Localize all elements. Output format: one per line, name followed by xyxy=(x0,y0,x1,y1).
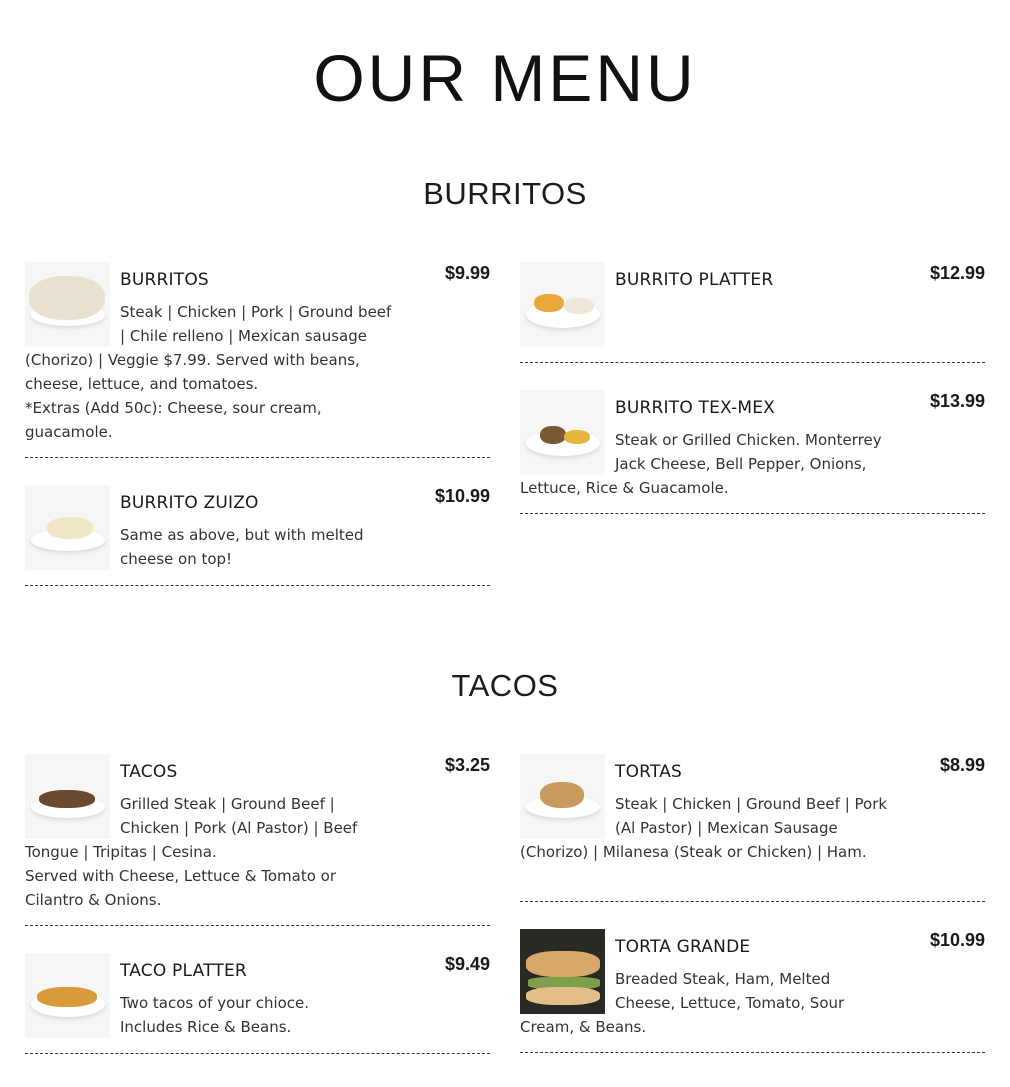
tacos-photo xyxy=(25,754,110,839)
item-name: BURRITO PLATTER xyxy=(615,270,774,290)
item-name: TACOS xyxy=(120,762,178,782)
item-price: $13.99 xyxy=(929,391,985,411)
item-name: TACO PLATTER xyxy=(120,961,247,981)
item-price: $9.49 xyxy=(444,954,490,974)
item-name: BURRITO ZUIZO xyxy=(120,493,259,513)
item-price: $10.99 xyxy=(434,486,490,506)
item-price: $9.99 xyxy=(444,263,490,283)
menu-item-burrito-platter[interactable] xyxy=(520,262,985,363)
item-price: $3.25 xyxy=(444,755,490,775)
menu-item-burrito-texmex[interactable] xyxy=(520,390,985,514)
item-name: BURRITO TEX-MEX xyxy=(615,398,776,418)
item-description: Steak | Chicken | Pork | Ground beef | Chile relleno | Mexican sausage (Chorizo) | Veggie $7.99. Served with beans, cheese, lettuce, and tomatoes. *Extras (Add 50c): Cheese, sour cream, guacamole. xyxy=(25,303,392,441)
tortas-photo xyxy=(520,754,605,839)
item-price: $10.99 xyxy=(929,930,985,950)
menu-item-tacos[interactable] xyxy=(25,754,490,926)
torta-grande-photo xyxy=(520,929,605,1014)
item-description: Two tacos of your chioce. Includes Rice & Beans. xyxy=(120,994,310,1036)
item-description: Same as above, but with melted cheese on top! xyxy=(120,526,364,568)
item-price: $8.99 xyxy=(939,755,985,775)
burrito-photo xyxy=(25,262,110,347)
item-description: Breaded Steak, Ham, Melted Cheese, Lettuce, Tomato, Sour Cream, & Beans. xyxy=(520,970,845,1036)
menu-item-torta-grande[interactable] xyxy=(520,929,985,1053)
item-name: TORTA GRANDE xyxy=(615,937,751,957)
section-title-burritos: BURRITOS xyxy=(423,176,587,211)
menu-item-tortas[interactable] xyxy=(520,754,985,902)
menu-item-burritos[interactable] xyxy=(25,262,490,458)
item-price: $12.99 xyxy=(929,263,985,283)
menu-item-taco-platter[interactable] xyxy=(25,953,490,1054)
item-description: Steak | Chicken | Ground Beef | Pork (Al Pastor) | Mexican Sausage (Chorizo) | Milanesa (Steak or Chicken) | Ham. xyxy=(520,795,888,861)
taco-platter-photo xyxy=(25,953,110,1038)
item-name: BURRITOS xyxy=(120,270,209,290)
item-description: Grilled Steak | Ground Beef | Chicken | Pork (Al Pastor) | Beef Tongue | Tripitas | Cesina. Served with Cheese, Lettuce & Tomato or Cilantro & Onions. xyxy=(25,795,358,909)
burrito-texmex-photo xyxy=(520,390,605,475)
burrito-platter-photo xyxy=(520,262,605,347)
burrito-zuizo-photo xyxy=(25,485,110,570)
page-title: OUR MENU xyxy=(313,41,697,115)
section-title-tacos: TACOS xyxy=(451,668,559,703)
menu-item-burrito-zuizo[interactable] xyxy=(25,485,490,586)
item-description: Steak or Grilled Chicken. Monterrey Jack Cheese, Bell Pepper, Onions, Lettuce, Rice & Guacamole. xyxy=(520,431,882,497)
item-name: TORTAS xyxy=(615,762,683,782)
